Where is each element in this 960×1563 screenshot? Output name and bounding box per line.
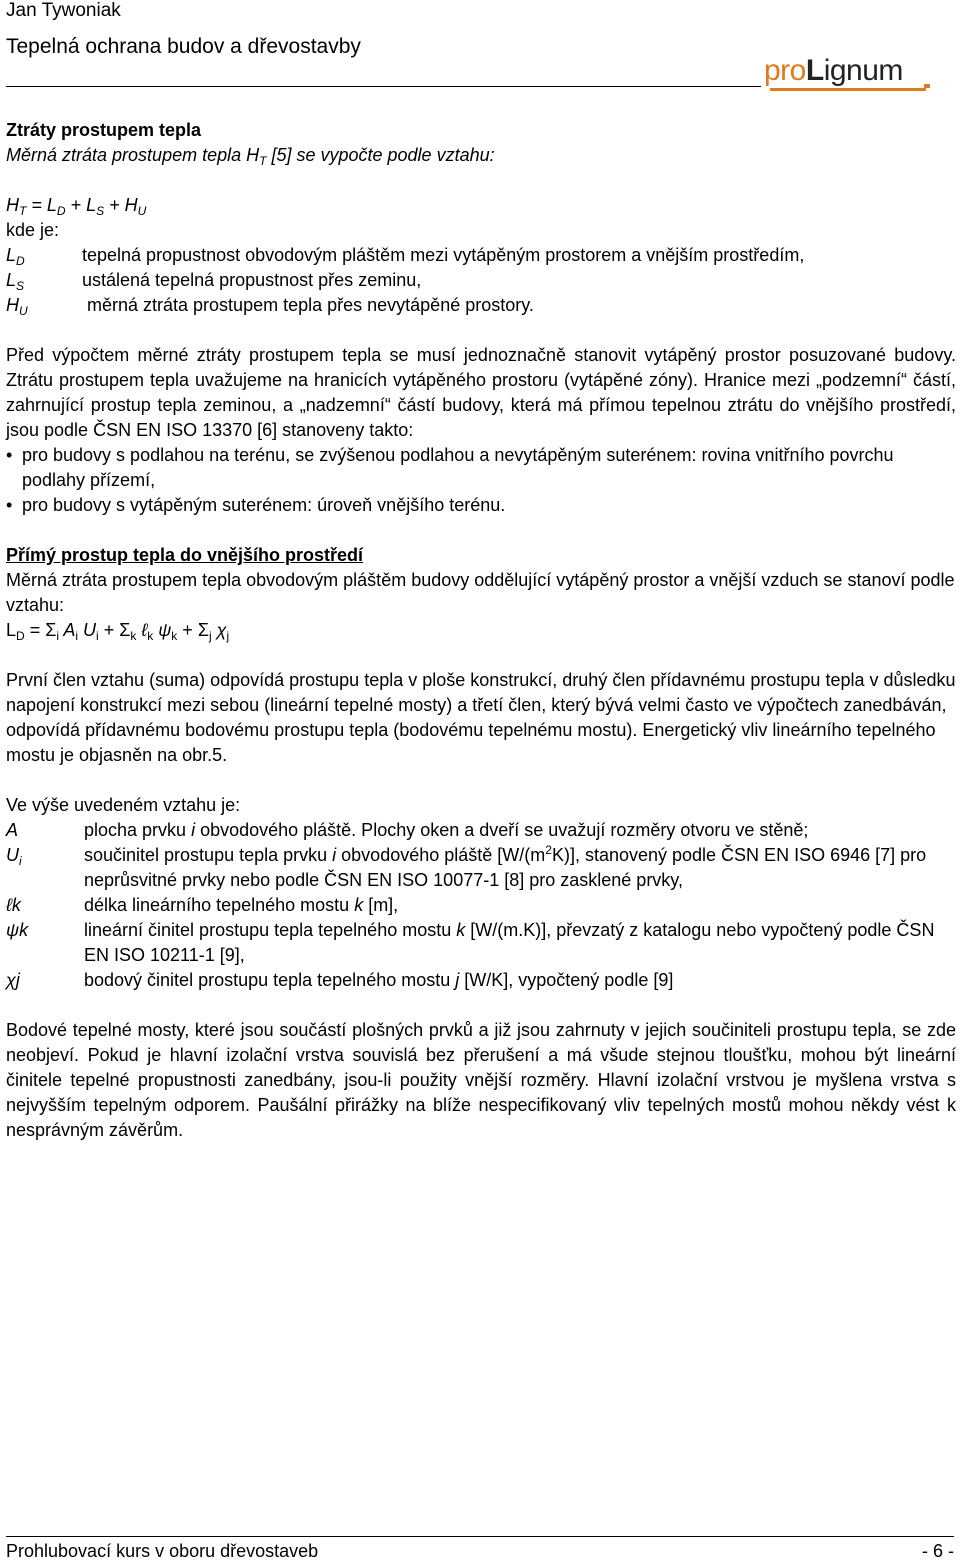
document-title: Tepelná ochrana budov a dřevostavby bbox=[6, 35, 361, 58]
definition-row: $L_S$ ustálená tepelná propustnost přes zeminu, bbox=[6, 270, 422, 293]
list-item: • pro budovy s vytápěným suterénem: úroveň vnějšího terénu. bbox=[6, 493, 956, 518]
page-header bbox=[6, 0, 954, 96]
definition-row: ψk lineární činitel prostupu tepla tepelného mostu k [W/(m.K)], převzatý z katalogu nebo vypočtený podle ČSN EN ISO 10211-1 [9], bbox=[6, 920, 935, 965]
page-content bbox=[6, 118, 956, 1143]
definition-row: $L_D$ tepelná propustnost obvodovým pláštěm mezi vytápěným prostorem a vnějším prostředím, bbox=[6, 245, 805, 268]
course-name: Prohlubovací kurs v oboru dřevostaveb bbox=[6, 1541, 319, 1561]
header-divider bbox=[6, 86, 761, 87]
paragraph: První člen vztahu (suma) odpovídá prostupu tepla v ploše konstrukcí, druhý člen přídavnému prostupu tepla v důsledku napojení konstrukcí mezi sebou (lineární tepelné mosty) a třetí člen, který bývá velmi často ve výpočtech zanedbáván, odpovídá přídavnému bodovému prostupu tepla (bodovému tepelnému mostu). Energetický vliv lineárního tepelného mostu je objasněn na obr.5. bbox=[6, 670, 956, 765]
intro-line: Měrná ztráta prostupem tepla $H_T$ [5] se vypočte podle vztahu: bbox=[6, 145, 495, 168]
section-heading: Přímý prostup tepla do vnějšího prostředí bbox=[6, 545, 364, 565]
definition-row: $H_U$ měrná ztráta prostupem tepla přes nevytápěné prostory. bbox=[6, 295, 534, 318]
definition-row: $U_i$ součinitel prostupu tepla prvku i obvodového pláště $[W/(m^2K)]$, stanovený podle ČSN EN ISO 6946 [7] pro neprůsvitné prvky nebo podle ČSN EN ISO 10077-1 [8] pro zasklené prvky, bbox=[6, 843, 927, 890]
logo-dot bbox=[924, 84, 930, 88]
paragraph: Bodové tepelné mosty, které jsou součástí plošných prvků a již jsou zahrnuty v jejich součiniteli prostupu tepla, se zde neobjeví. Pokud je hlavní izolační vrstva souvislá bez přerušení a má všude stejnou tloušťku, mohou být lineární činitele tepelné propustnosti zanedbány, jsou-li použity vnější rozměry. Hlavní izolační vrstvou je myšlena vrstva s nejvyšším tepelným odporem. Paušální přirážky na blíže nespecifikovaný vliv tepelných mostů mohou někdy vést k nesprávným závěrům. bbox=[6, 1020, 956, 1140]
page-number: - 6 - bbox=[921, 1541, 954, 1561]
logo-ignum: ignum bbox=[823, 54, 903, 87]
paragraph: Ve výše uvedeném vztahu je: bbox=[6, 795, 241, 815]
author-name: Jan Tywoniak bbox=[6, 0, 121, 21]
logo-underline bbox=[770, 88, 926, 91]
logo-l: L bbox=[805, 54, 824, 87]
page-footer bbox=[6, 1540, 954, 1562]
list-item: • pro budovy s podlahou na terénu, se zvýšenou podlahou a nevytápěným suterénem: rovina vnitřního povrchu podlahy přízemí, bbox=[6, 443, 956, 493]
formula-ld: $L_D = \Sigma_i$ $A_i$ $U_i + \Sigma_k$ ℓ$_k$ $\psi_k + \Sigma_j$ $\chi_j$ bbox=[6, 620, 230, 643]
section-heading: Ztráty prostupem tepla bbox=[6, 120, 202, 140]
prolignum-logo bbox=[764, 54, 932, 90]
bullet-list bbox=[6, 443, 956, 518]
kde-je: kde je: bbox=[6, 220, 60, 240]
logo-pro: pro bbox=[764, 54, 806, 87]
paragraph: Před výpočtem měrné ztráty prostupem tepla se musí jednoznačně stanovit vytápěný prostor posuzované budovy. Ztrátu prostupem tepla uvažujeme na hranicích vytápěného prostoru (vytápěné zóny). Hranice mezi „podzemní“ částí, zahrnující prostup tepla zeminou, a „nadzemní“ částí budovy, která má přímou tepelnou ztrátu do vnějšího prostředí, jsou podle ČSN EN ISO 13370 [6] stanoveny takto: bbox=[6, 345, 956, 440]
paragraph: Měrná ztráta prostupem tepla obvodovým pláštěm budovy oddělující vytápěný prostor a vnější vzduch se stanoví podle vztahu: bbox=[6, 570, 955, 615]
formula-ht: $H_T = L_D + L_S + H_U$ bbox=[6, 195, 147, 218]
definition-row: χj bodový činitel prostupu tepla tepelného mostu j [W/K], vypočtený podle [9] bbox=[6, 970, 674, 990]
definition-row: A plocha prvku i obvodového pláště. Plochy oken a dveří se uvažují rozměry otvoru ve stěně; bbox=[6, 820, 809, 840]
footer-divider bbox=[6, 1536, 954, 1537]
definition-row: ℓk délka lineárního tepelného mostu k [m], bbox=[6, 895, 399, 915]
